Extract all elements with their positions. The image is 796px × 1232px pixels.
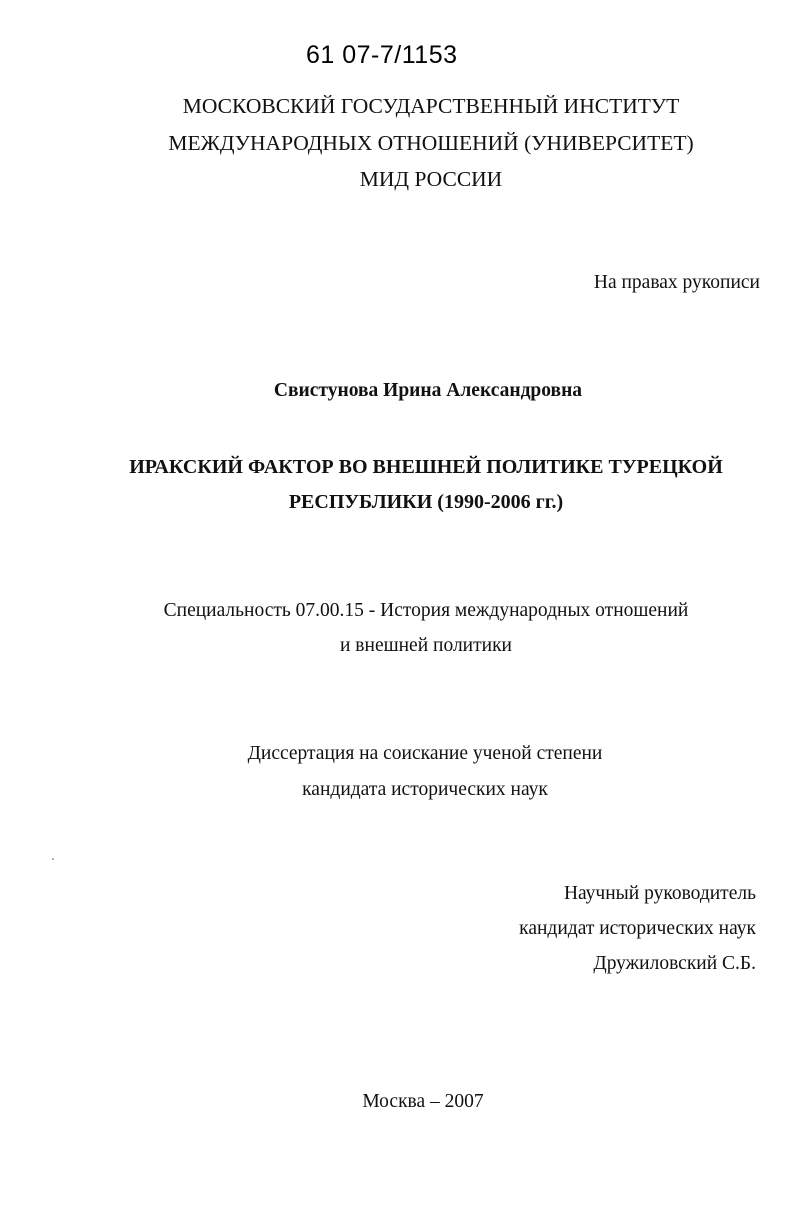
specialty-line: Специальность 07.00.15 - История международных отношений	[163, 600, 689, 621]
author-name	[0, 380, 796, 402]
dissertation-line: Диссертация на соискание ученой степени	[247, 743, 603, 764]
specialty-line: и внешней политики	[340, 635, 512, 656]
institution-header	[0, 88, 796, 198]
dissertation-line: кандидата исторических наук	[302, 779, 548, 800]
dissertation-block	[0, 736, 796, 808]
thesis-title-line: РЕСПУБЛИКИ (1990-2006 гг.)	[288, 491, 564, 513]
author-name-text: Свистунова Ирина Александровна	[273, 380, 583, 401]
city-year	[0, 1091, 796, 1113]
thesis-title	[0, 450, 796, 520]
archive-code: 61 07-7/1153	[306, 41, 458, 69]
institution-line: МИД РОССИИ	[359, 167, 503, 191]
supervisor-name: Дружиловский С.Б.	[593, 953, 756, 974]
thesis-title-line: ИРАКСКИЙ ФАКТОР ВО ВНЕШНЕЙ ПОЛИТИКЕ ТУРЕЦКОЙ	[129, 456, 723, 478]
institution-line: МЕЖДУНАРОДНЫХ ОТНОШЕНИЙ (УНИВЕРСИТЕТ)	[168, 130, 694, 155]
specialty-block	[0, 593, 796, 663]
scan-speck	[52, 858, 54, 860]
supervisor-block	[519, 876, 756, 981]
supervisor-role: Научный руководитель	[563, 883, 756, 904]
rights-note: На правах рукописи	[593, 272, 760, 293]
supervisor-degree: кандидат исторических наук	[519, 918, 756, 939]
city-year-text: Москва – 2007	[362, 1091, 484, 1112]
institution-line: МОСКОВСКИЙ ГОСУДАРСТВЕННЫЙ ИНСТИТУТ	[182, 94, 680, 118]
